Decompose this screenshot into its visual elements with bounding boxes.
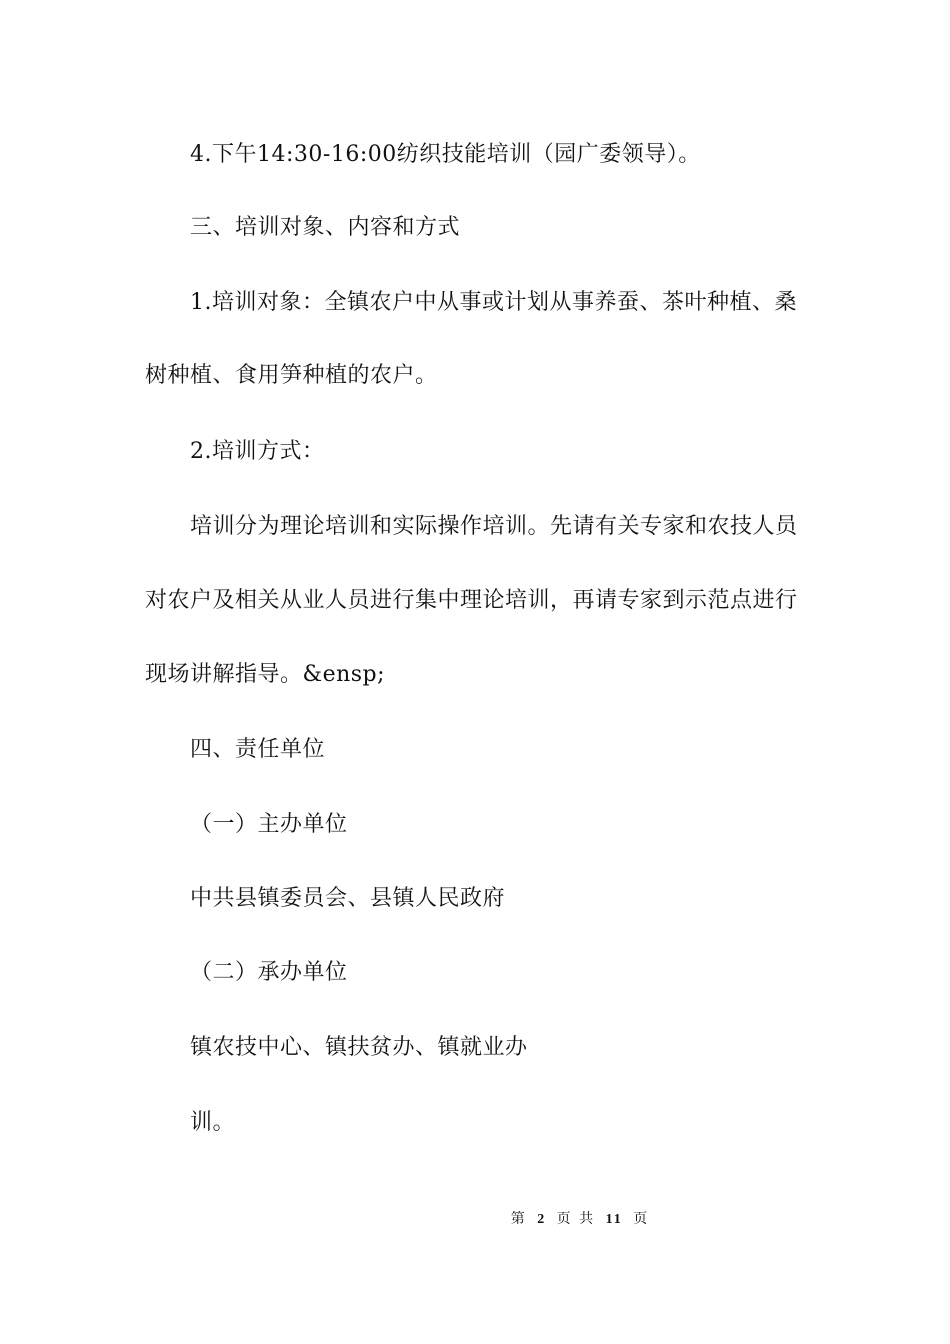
footer-middle: 页 共 (556, 1211, 596, 1227)
paragraph-line: 现场讲解指导。&ensp; (145, 662, 386, 687)
footer-prefix: 第 (510, 1211, 527, 1227)
footer-total-pages: 11 (605, 1212, 623, 1227)
paragraph-line: 镇农技中心、镇扶贫办、镇就业办 (190, 1035, 528, 1060)
section-heading: 四、责任单位 (190, 737, 326, 762)
page-footer (0, 1209, 950, 1230)
paragraph-line: 树种植、食用笋种植的农户。 (145, 363, 438, 388)
paragraph-line: 4.下午14:30-16:00纺织技能培训（园广委领导）。 (190, 142, 701, 167)
paragraph-line: 2.培训方式： (190, 439, 325, 464)
section-heading: 三、培训对象、内容和方式 (190, 215, 461, 240)
paragraph-line: 1.培训对象：全镇农户中从事或计划从事养蚕、茶叶种植、桑 (190, 290, 797, 315)
paragraph-line: 培训分为理论培训和实际操作培训。先请有关专家和农技人员 (190, 514, 798, 539)
paragraph-line: 对农户及相关从业人员进行集中理论培训，再请专家到示范点进行 (145, 588, 798, 613)
subsection-heading: （二）承办单位 (190, 960, 348, 985)
subsection-heading: （一）主办单位 (190, 812, 348, 837)
paragraph-line: 中共县镇委员会、县镇人民政府 (190, 886, 506, 911)
footer-suffix: 页 (633, 1211, 650, 1227)
footer-page-number: 2 (537, 1212, 547, 1227)
paragraph-line: 训。 (190, 1110, 236, 1135)
